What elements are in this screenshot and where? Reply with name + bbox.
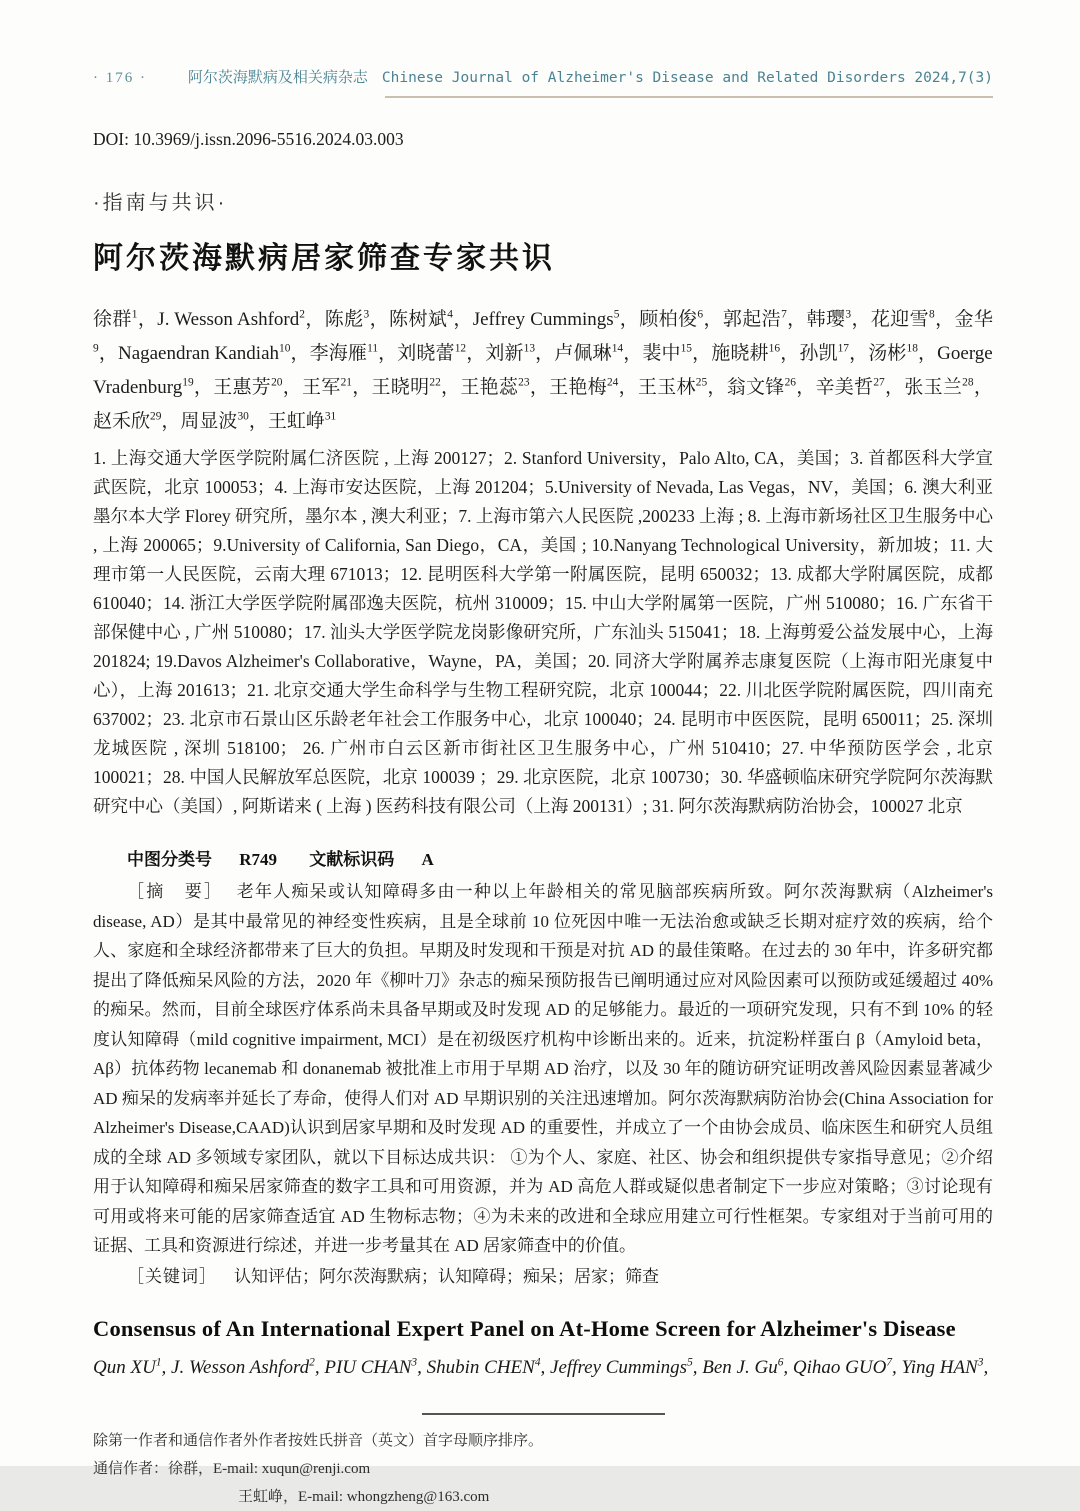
header-divider: [385, 96, 993, 98]
author-name: 施晓耕: [711, 343, 769, 364]
author-affiliation-number: 7: [781, 308, 787, 321]
author-affiliation-number: 1: [131, 308, 138, 321]
author-affiliation-number: 21: [340, 376, 352, 389]
journal-title-en: Chinese Journal of Alzheimer's Disease and Related Disorders 2024,7(3): [381, 70, 993, 86]
author-affiliation-number: 11: [367, 342, 379, 355]
corresponding-author-2: 王虹峥，E-mail: whongzheng@163.com: [238, 1488, 490, 1505]
author-name: Jeffrey Cummings: [550, 1356, 688, 1378]
author-name: 翁文锋: [726, 377, 785, 398]
author-affiliation-number: 31: [324, 410, 337, 423]
author-affiliation-number: 5: [613, 308, 620, 321]
author-name: 孙凯: [799, 343, 838, 364]
abstract: [93, 877, 993, 1261]
author-affiliation-number: 4: [447, 308, 453, 321]
article-title-cn: 阿尔茨海默病居家筛查专家共识: [93, 242, 555, 275]
author-name: Ying HAN: [901, 1356, 978, 1378]
author-name: 金华: [954, 309, 993, 330]
author-name: Shubin CHEN: [426, 1356, 535, 1378]
author-name: 刘新: [485, 343, 524, 364]
author-affiliation-number: 22: [429, 376, 441, 389]
author-affiliation-number: 12: [454, 342, 467, 355]
footnote: [93, 1427, 993, 1511]
author-affiliation-number: 20: [271, 376, 283, 389]
author-name: Qun XU: [93, 1356, 156, 1378]
author-affiliation-number: 29: [150, 410, 162, 423]
author-name: 刘晓蕾: [397, 343, 455, 364]
author-affiliation-number: 8: [929, 308, 935, 321]
author-name: 张玉兰: [904, 377, 963, 398]
author-affiliation-number: 16: [768, 342, 781, 355]
author-affiliation-number: 3: [977, 1356, 984, 1369]
journal-title-cn: 阿尔茨海默病及相关病杂志: [187, 70, 368, 86]
author-affiliation-number: 3: [363, 308, 370, 321]
author-list-en: Qun $XU^1$, J. Wesson Ashford$^2$, PIU CHAN$^3$, Shubin CHEN$^4$, Jeffrey Cummings$^5$, Ben J. Gu$^6$, Qihao GUO$^7$, Ying HAN$^3$,: [93, 1356, 989, 1378]
author-affiliation-number: 24: [606, 376, 619, 389]
author-name: 裴中: [642, 343, 681, 364]
author-name: 韩璎: [806, 309, 846, 330]
author-affiliation-number: 25: [695, 376, 708, 389]
author-name: Goerge Vradenburg: [93, 343, 993, 398]
author-name: 赵禾欣: [93, 411, 151, 432]
author-name: J. Wesson Ashford: [171, 1356, 310, 1378]
author-name: 周显波: [180, 411, 238, 432]
author-name: 陈树斌: [389, 309, 448, 330]
author-affiliation-number: 17: [837, 342, 849, 355]
footnote-divider: [422, 1413, 665, 1415]
keywords-label: ［关键词］: [127, 1266, 217, 1286]
author-affiliation-number: 4: [534, 1356, 541, 1369]
author-list-cn: 徐群$^1$，J. Wesson Ashford$^2$，陈彪$^3$，陈树斌$^4$，Jeffrey Cummings$^5$，顾柏俊$^6$，郭起浩$^7$，韩璎$^3$，花迎雪$^8$，金华$^9$，Nagaendran Kandiah$^{10}$，李海雁$^{11}$，刘晓蕾$^{12}$，刘新$^{13}$，卢佩琳$^{14}$，裴中$^{15}$，施晓耕$^{16}$，孙凯$^{17}$，汤彬$^{18}$，Goerge Vradenburg$^{19}$，王惠芳$^{20}$，王军$^{21}$，王晓明$^{22}$，王艳蕊$^{23}$，王艳梅$^{24}$，王玉林$^{25}$，翁文锋$^{26}$，辛美哲$^{27}$，张玉兰$^{28}$，赵禾欣$^{29}$，周显波$^{30}$，王虹峥$^{31}$: [93, 308, 993, 432]
author-name: 花迎雪: [870, 309, 930, 330]
author-affiliation-number: 5: [687, 1356, 693, 1369]
author-name: 顾柏俊: [639, 309, 698, 330]
page-header: [93, 66, 993, 87]
author-affiliation-number: 7: [886, 1356, 893, 1369]
author-name: 王艳梅: [549, 377, 607, 398]
author-affiliation-number: 15: [680, 342, 692, 355]
author-name: 王军: [302, 377, 341, 398]
footnote-ordering-note: 除第一作者和通信作者外作者按姓氏拼音（英文）首字母顺序排序。: [93, 1432, 544, 1449]
author-name: 陈彪: [324, 309, 364, 330]
clc-line: [93, 845, 993, 870]
author-affiliation-number: 27: [873, 376, 885, 389]
author-affiliation-number: 26: [784, 376, 796, 389]
author-name: 王玉林: [637, 377, 696, 398]
author-name: Qihao GUO: [792, 1356, 887, 1378]
author-name: 王艳蕊: [460, 377, 519, 398]
author-affiliation-number: 13: [523, 342, 536, 355]
journal-title: [188, 66, 993, 87]
author-affiliation-number: 6: [777, 1356, 784, 1369]
author-affiliation-number: 30: [237, 410, 249, 423]
author-name: 郭起浩: [722, 309, 782, 330]
author-name: 卢佩琳: [554, 343, 612, 364]
author-affiliation-number: 19: [182, 376, 194, 389]
author-affiliation-number: 3: [411, 1356, 418, 1369]
document-code-label: 文献标识码: [309, 850, 395, 869]
author-affiliation-number: 14: [611, 342, 624, 355]
author-name: Jeffrey Cummings: [472, 309, 614, 330]
clc-label: 中图分类号: [127, 850, 212, 869]
corresponding-author-1: 通信作者：徐群，E-mail: xuqun@renji.com: [93, 1460, 371, 1477]
author-name: 辛美哲: [815, 377, 874, 398]
author-name: 李海雁: [309, 343, 368, 364]
author-affiliation-number: 6: [697, 308, 704, 321]
author-affiliation-number: 10: [279, 342, 291, 355]
keywords-text: 认知评估；阿尔茨海默病；认知障碍；痴呆；居家；筛查: [234, 1266, 659, 1286]
author-affiliation-number: 28: [962, 376, 974, 389]
doi-line: DOI: 10.3969/j.issn.2096-5516.2024.03.003: [93, 129, 404, 149]
author-name: 王虹峥: [267, 411, 325, 432]
abstract-text: 老年人痴呆或认知障碍多由一种以上年龄相关的常见脑部疾病所致。阿尔茨海默病（Alzheimer's disease, AD）是其中最常见的神经变性疾病，且是全球前 10 位死因中唯一无法治愈或缺乏长期对症疗效的疾病，给个人、家庭和全球经济都带来了巨大的负担。早期及时发现和干预是对抗 AD 的最佳策略。在过去的 30 年中，许多研究都提出了降低痴呆风险的方法，2020 年《柳叶刀》杂志的痴呆预防报告已阐明通过应对风险因素可以预防或延缓超过 40% 的痴呆。然而，目前全球医疗体系尚未具备早期或及时发现 AD 的足够能力。最近的一项研究发现，只有不到 10% 的轻度认知障碍（mild cognitive impairment, MCI）是在初级医疗机构中诊断出来的。近来，抗淀粉样蛋白 β（Amyloid beta，Aβ）抗体药物 lecanemab 和 donanemab 被批准上市用于早期 AD 治疗，以及 30 年的随访研究证明改善风险因素显著减少 AD 痴呆的发病率并延长了寿命，使得人们对 AD 早期识别的关注迅速增加。阿尔茨海默病防治协会(China Association for Alzheimer's Disease,CAAD)认识到居家早期和及时发现 AD 的重要性，并成立了一个由协会成员、临床医生和研究人员组成的全球 AD 多领域专家团队，就以下目标达成共识： ①为个人、家庭、社区、协会和组织提供专家指导意见；②介绍用于认知障碍和痴呆居家筛查的数字工具和可用资源，并为 AD 高危人群或疑似患者制定下一步应对策略；③讨论现有可用或将来可能的居家筛查适宜 AD 生物标志物；④为未来的改进和全球应用建立可行性框架。专家组对于当前可用的证据、工具和资源进行综述，并进一步考量其在 AD 居家筛查中的价值。: [93, 882, 994, 1255]
clc-code: R749: [239, 850, 277, 869]
author-affiliation-number: 9: [93, 342, 99, 355]
author-name: PIU CHAN: [324, 1356, 412, 1378]
document-code-value: A: [421, 850, 434, 869]
keywords-line: [93, 1262, 993, 1291]
author-affiliation-number: 2: [299, 308, 305, 321]
abstract-label: ［摘 要］: [127, 882, 224, 901]
article-title-en: Consensus of An International Expert Panel on At-Home Screen for Alzheimer's Disease: [93, 1315, 956, 1341]
author-affiliation-number: 23: [518, 376, 530, 389]
author-name: J. Wesson Ashford: [157, 309, 300, 330]
author-affiliation-number: 3: [845, 308, 852, 321]
author-affiliation-number: 18: [906, 342, 918, 355]
author-name: 王晓明: [371, 377, 430, 398]
author-name: 徐群: [93, 309, 132, 330]
author-affiliation-number: 2: [309, 1356, 315, 1369]
author-name: Nagaendran Kandiah: [117, 343, 279, 364]
author-affiliation-number: 1: [155, 1356, 162, 1369]
affiliations: 1. 上海交通大学医学院附属仁济医院 , 上海 200127；2. Stanford University，Palo Alto, CA，美国；3. 首都医科大学宣武医院，北京 100053；4. 上海市安达医院，上海 201204；5.University of Nevada, Las Vegas，NV，美国；6. 澳大利亚墨尔本大学 Florey 研究所，墨尔本 , 澳大利亚；7. 上海市第六人民医院 ,200233 上海 ; 8. 上海市新场社区卫生服务中心 , 上海 200065；9.University of California, San Diego，CA，美国 ; 10.Nanyang Technological University，新加坡；11. 大理市第一人民医院，云南大理 671013；12. 昆明医科大学第一附属医院，昆明 650032；13. 成都大学附属医院，成都 610040；14. 浙江大学医学院附属邵逸夫医院，杭州 310009；15. 中山大学附属第一医院，广州 510080；16. 广东省干部保健中心 , 广州 510080；17. 汕头大学医学院龙岗影像研究所，广东汕头 515041；18. 上海剪爱公益发展中心，上海 201824; 19.Davos Alzheimer's Collaborative，Wayne，PA，美国；20. 同济大学附属养志康复医院（上海市阳光康复中心），上海 201613；21. 北京交通大学生命科学与生物工程研究院，北京 100044；22. 川北医学院附属医院，四川南充 637002；23. 北京市石景山区乐龄老年社会工作服务中心，北京 100040；24. 昆明市中医医院，昆明 650011；25. 深圳龙城医院 , 深圳 518100； 26. 广州市白云区新市街社区卫生服务中心，广州 510410；27. 中华预防医学会 , 北京 100021；28. 中国人民解放军总医院，北京 100039 ；29. 北京医院，北京 100730；30. 华盛顿临床研究学院阿尔茨海默研究中心（美国）, 阿斯诺来 ( 上海 ) 医药科技有限公司（上海 200131）; 31. 阿尔茨海默病防治协会，100027 北京: [93, 448, 993, 816]
author-name: Ben J. Gu: [702, 1356, 778, 1378]
page-number: · 176 ·: [93, 70, 147, 86]
section-label: ·指南与共识·: [93, 192, 228, 214]
author-name: 汤彬: [868, 343, 907, 364]
author-name: 王惠芳: [213, 377, 272, 398]
